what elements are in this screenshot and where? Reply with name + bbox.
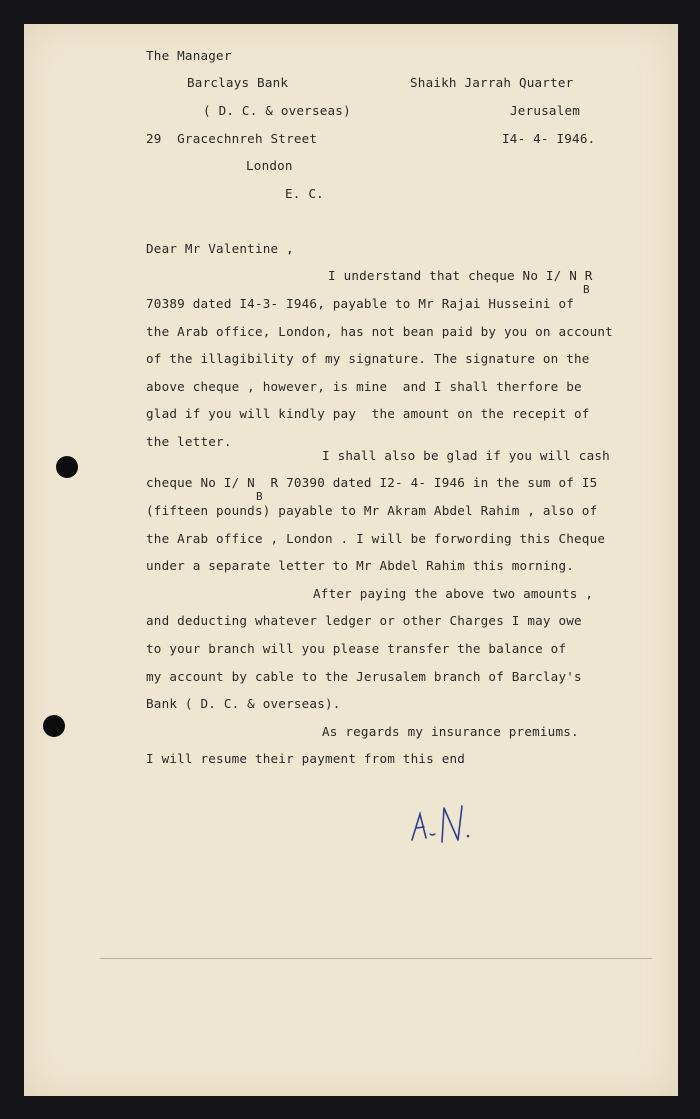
body-line-7: the letter.	[146, 434, 232, 449]
body-line-10: (fifteen pounds) payable to Mr Akram Abdel Rahim , also of	[146, 503, 598, 518]
body-line-2: 70389 dated I4-3- I946, payable to Mr Rajai Husseini of	[146, 296, 575, 311]
body-line-17: Bank ( D. C. & overseas).	[146, 696, 341, 711]
body-line-19: I will resume their payment from this end	[146, 751, 466, 766]
signature-mark	[408, 800, 478, 848]
body-line-13: After paying the above two amounts ,	[313, 586, 594, 601]
body-line-1: I understand that cheque No I/ N R	[328, 268, 593, 283]
body-line-11: the Arab office , London . I will be forwording this Cheque	[146, 531, 606, 546]
sender-address-2: Jerusalem	[510, 103, 581, 118]
body-line-18: As regards my insurance premiums.	[322, 724, 579, 739]
sender-address-1: Shaikh Jarrah Quarter	[410, 75, 574, 90]
body-line-3: the Arab office, London, has not bean paid by you on account	[146, 324, 613, 339]
fraction-denominator-1: B	[583, 283, 590, 296]
body-line-15: to your branch will you please transfer the balance of	[146, 641, 567, 656]
punch-hole-top	[56, 456, 78, 478]
recipient-line-3: ( D. C. & overseas)	[203, 103, 351, 118]
salutation: Dear Mr Valentine ,	[146, 241, 294, 256]
body-line-6: glad if you will kindly pay the amount on the recepit of	[146, 406, 590, 421]
fraction-denominator-2: B	[256, 490, 263, 503]
recipient-line-1: The Manager	[146, 48, 232, 63]
recipient-line-2: Barclays Bank	[187, 75, 289, 90]
recipient-line-6: E. C.	[285, 186, 324, 201]
recipient-line-5: London	[246, 158, 293, 173]
recipient-line-4: 29 Gracechnreh Street	[146, 131, 318, 146]
body-line-9: cheque No I/ N R 70390 dated I2- 4- I946 in the sum of I5	[146, 475, 598, 490]
body-line-4: of the illagibility of my signature. The signature on the	[146, 351, 590, 366]
body-line-16: my account by cable to the Jerusalem branch of Barclay's	[146, 669, 582, 684]
body-line-12: under a separate letter to Mr Abdel Rahim this morning.	[146, 558, 575, 573]
letter-date: I4- 4- I946.	[502, 131, 596, 146]
body-line-5: above cheque , however, is mine and I shall therfore be	[146, 379, 582, 394]
body-line-8: I shall also be glad if you will cash	[322, 448, 610, 463]
body-line-14: and deducting whatever ledger or other Charges I may owe	[146, 613, 582, 628]
punch-hole-bottom	[43, 715, 65, 737]
divider-line	[100, 958, 652, 959]
